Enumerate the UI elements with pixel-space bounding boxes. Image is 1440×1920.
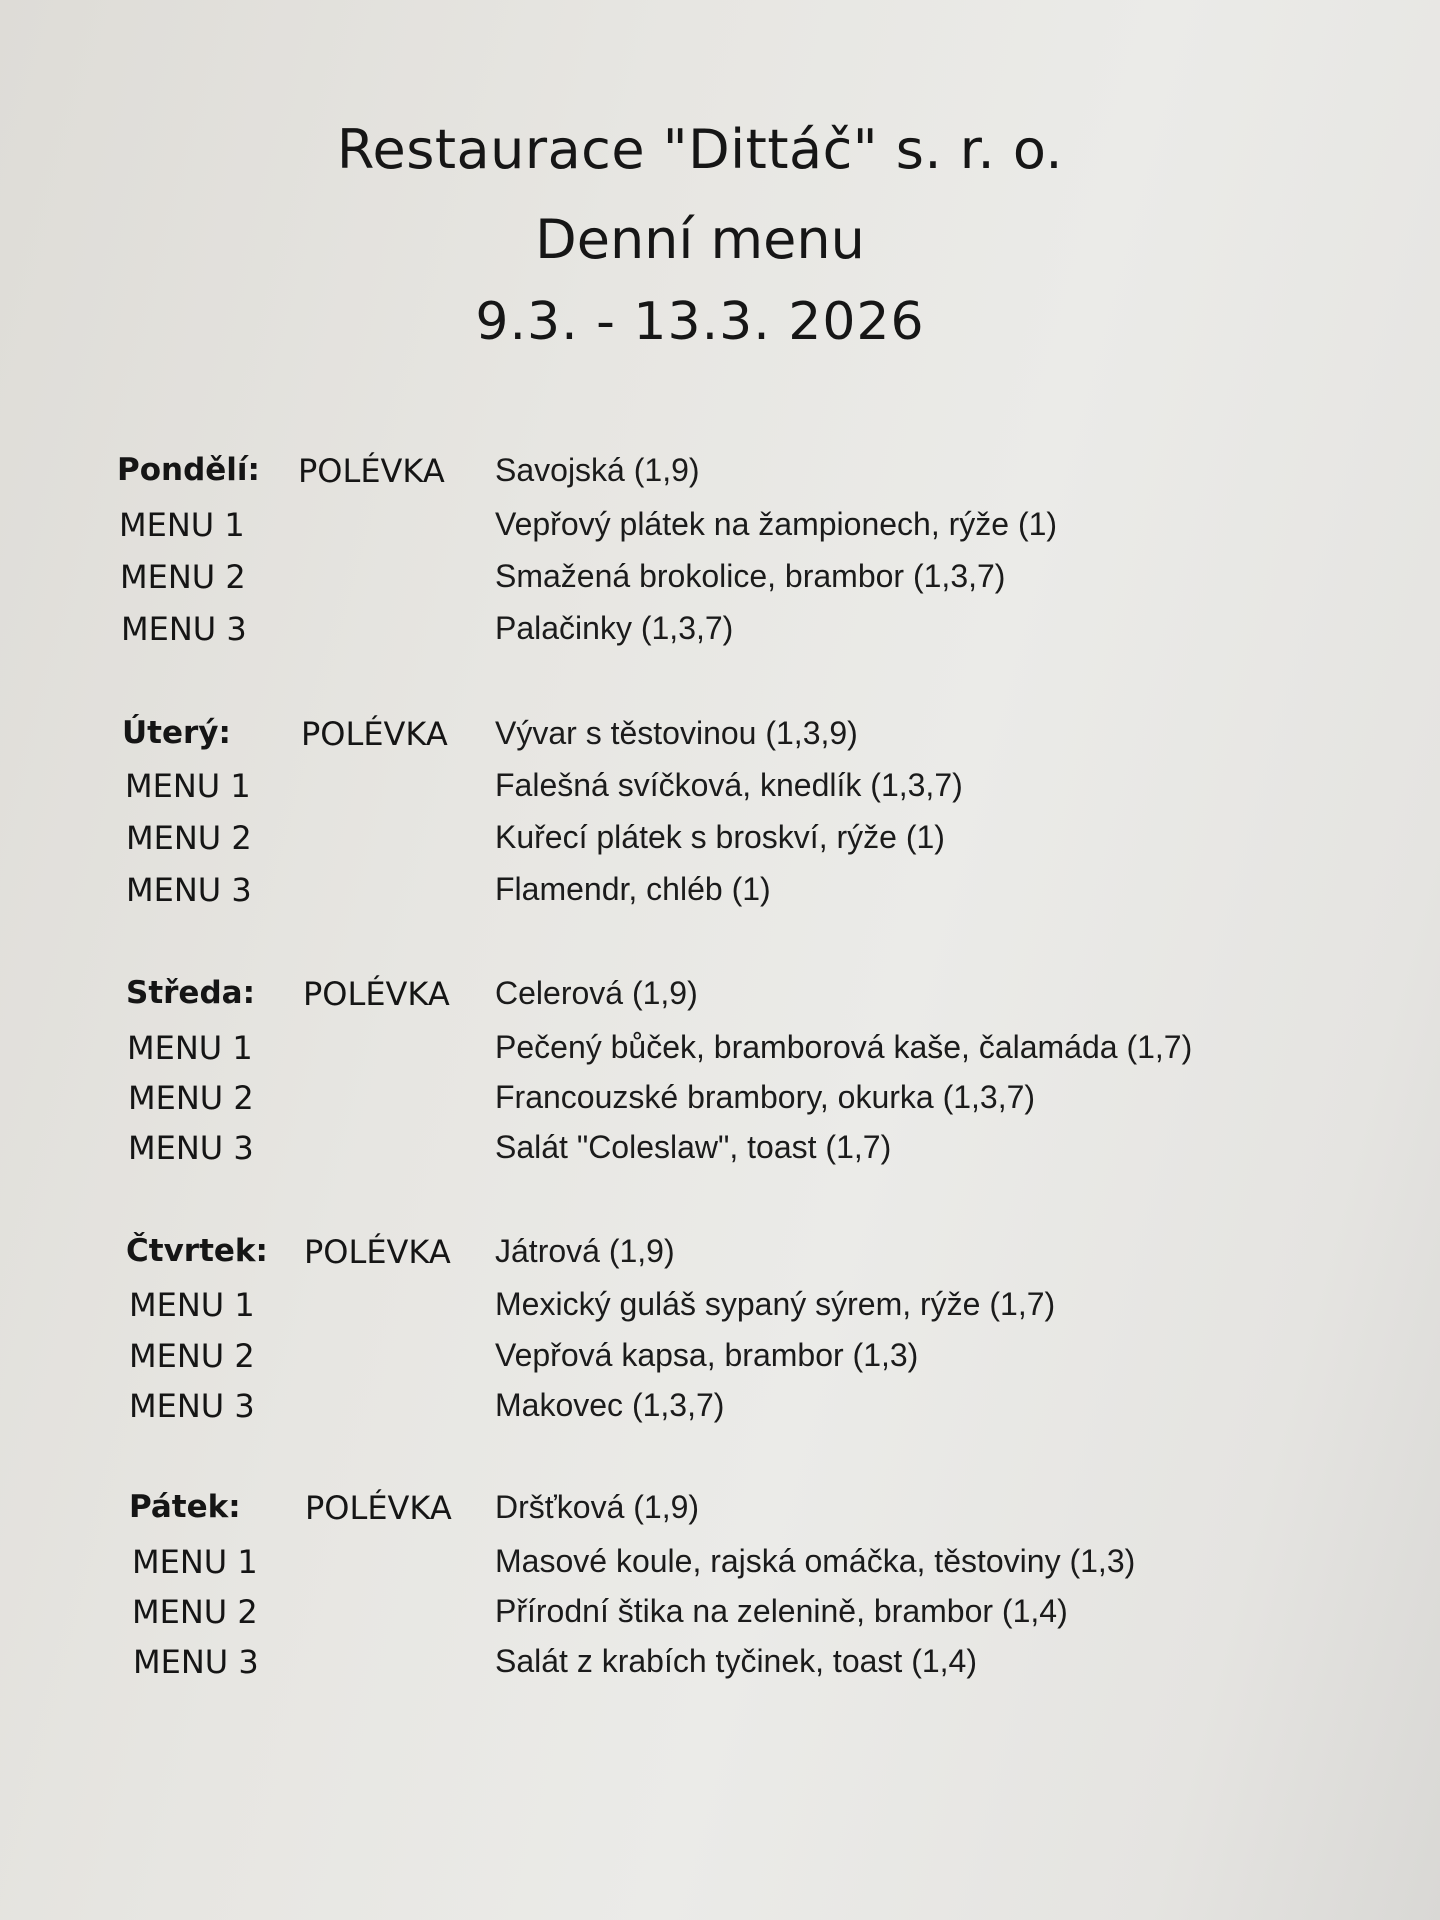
menu-row [0,1643,1440,1693]
menu-dish: Mexický guláš sypaný sýrem, rýže (1,7) [495,1286,1056,1322]
menu-row [0,1079,1440,1129]
restaurant-title: Restaurace "Dittáč" s. r. o. [336,118,1064,181]
menu-dish: Salát "Coleslaw", toast (1,7) [495,1129,892,1165]
soup-dish: Dršťková (1,9) [495,1489,700,1525]
menu-date-range: 9.3. - 13.3. 2026 [475,292,925,352]
day-name: Pátek: [129,1489,241,1525]
soup-label: POLÉVKA [305,1489,452,1527]
menu-row [0,1129,1440,1179]
menu-row [0,506,1440,556]
menu-dish: Smažená brokolice, brambor (1,3,7) [495,558,1006,594]
menu-row [0,558,1440,608]
menu-row [0,1029,1440,1079]
menu-label: MENU 3 [129,1387,255,1425]
menu-label: MENU 1 [129,1286,255,1324]
menu-row [0,1543,1440,1593]
menu-label: MENU 3 [126,871,252,909]
menu-dish: Makovec (1,3,7) [495,1387,725,1423]
menu-label: MENU 1 [127,1029,253,1067]
menu-row [0,1387,1440,1437]
menu-dish: Vepřová kapsa, brambor (1,3) [495,1337,919,1373]
menu-label: MENU 1 [132,1543,258,1581]
soup-label: POLÉVKA [303,975,450,1013]
menu-row [0,610,1440,660]
menu-row [0,1593,1440,1643]
menu-row [0,1337,1440,1387]
soup-row [0,1233,1440,1283]
menu-dish: Pečený bůček, bramborová kaše, čalamáda (1,7) [495,1029,1193,1065]
day-name: Středa: [126,975,255,1011]
menu-row [0,871,1440,921]
soup-row [0,975,1440,1025]
soup-label: POLÉVKA [301,715,448,753]
soup-dish: Celerová (1,9) [495,975,698,1011]
soup-label: POLÉVKA [298,452,445,490]
menu-label: MENU 3 [133,1643,259,1681]
menu-row [0,767,1440,817]
menu-subtitle: Denní menu [535,208,865,271]
menu-label: MENU 2 [120,558,246,596]
menu-dish: Masové koule, rajská omáčka, těstoviny (1,3) [495,1543,1136,1579]
soup-row [0,715,1440,765]
soup-label: POLÉVKA [304,1233,451,1271]
menu-label: MENU 2 [128,1079,254,1117]
day-name: Úterý: [122,715,231,751]
menu-dish: Falešná svíčková, knedlík (1,3,7) [495,767,963,803]
menu-label: MENU 2 [129,1337,255,1375]
menu-dish: Vepřový plátek na žampionech, rýže (1) [495,506,1058,542]
soup-dish: Játrová (1,9) [495,1233,675,1269]
soup-dish: Savojská (1,9) [495,452,700,488]
menu-dish: Palačinky (1,3,7) [495,610,734,646]
soup-row [0,452,1440,502]
menu-label: MENU 3 [121,610,247,648]
menu-dish: Kuřecí plátek s broskví, rýže (1) [495,819,945,855]
menu-label: MENU 2 [132,1593,258,1631]
menu-row [0,1286,1440,1336]
menu-row [0,819,1440,869]
day-name: Čtvrtek: [126,1233,268,1269]
menu-label: MENU 1 [125,767,251,805]
menu-dish: Francouzské brambory, okurka (1,3,7) [495,1079,1036,1115]
menu-dish: Salát z krabích tyčinek, toast (1,4) [495,1643,977,1679]
menu-dish: Přírodní štika na zelenině, brambor (1,4) [495,1593,1068,1629]
menu-label: MENU 2 [126,819,252,857]
menu-dish: Flamendr, chléb (1) [495,871,771,907]
menu-label: MENU 1 [119,506,245,544]
soup-row [0,1489,1440,1539]
soup-dish: Vývar s těstovinou (1,3,9) [495,715,858,751]
menu-label: MENU 3 [128,1129,254,1167]
day-name: Pondělí: [117,452,260,488]
